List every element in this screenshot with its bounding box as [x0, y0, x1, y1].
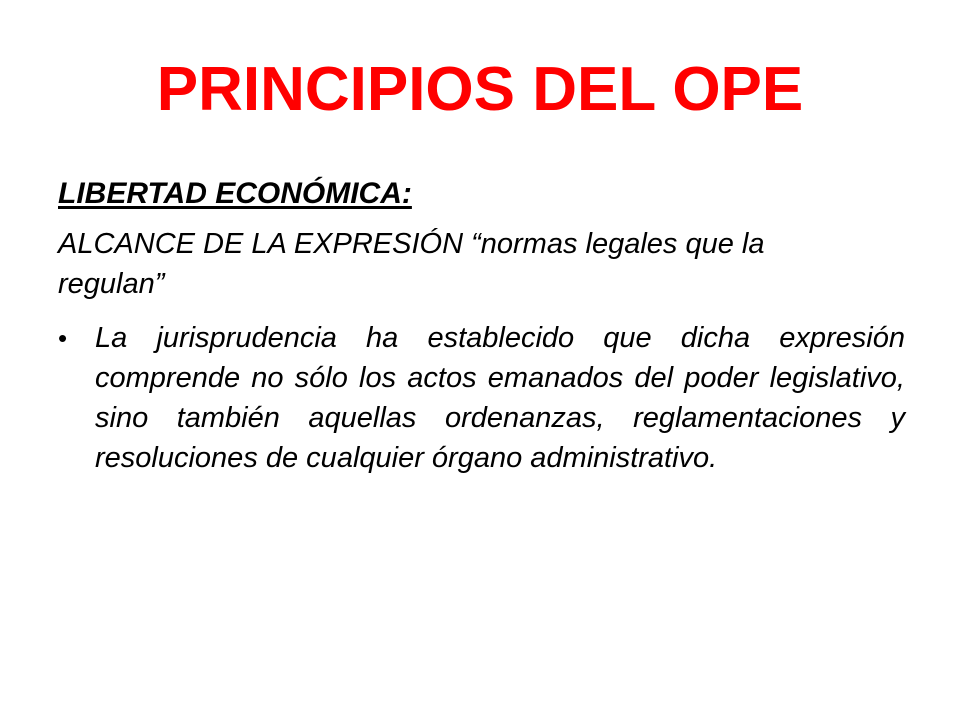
bullet-list: [58, 318, 908, 478]
bullet-item: [58, 318, 905, 478]
slide-content: [58, 170, 908, 478]
slide-title: PRINCIPIOS DEL OPE: [156, 55, 804, 124]
bullet-dot-icon: •: [58, 323, 68, 353]
bullet-text: La jurisprudencia ha establecido que dicha expresión comprende no sólo los actos emanados del poder legislativo, sino también aquellas ordenanzas, reglamentaciones y resoluciones de cualquier órgano administrativo.: [95, 322, 905, 474]
section-subtitle: LIBERTAD ECONÓMICA:: [58, 177, 412, 210]
scope-heading: ALCANCE DE LA EXPRESIÓN “normas legales que la regulan”: [58, 228, 765, 300]
